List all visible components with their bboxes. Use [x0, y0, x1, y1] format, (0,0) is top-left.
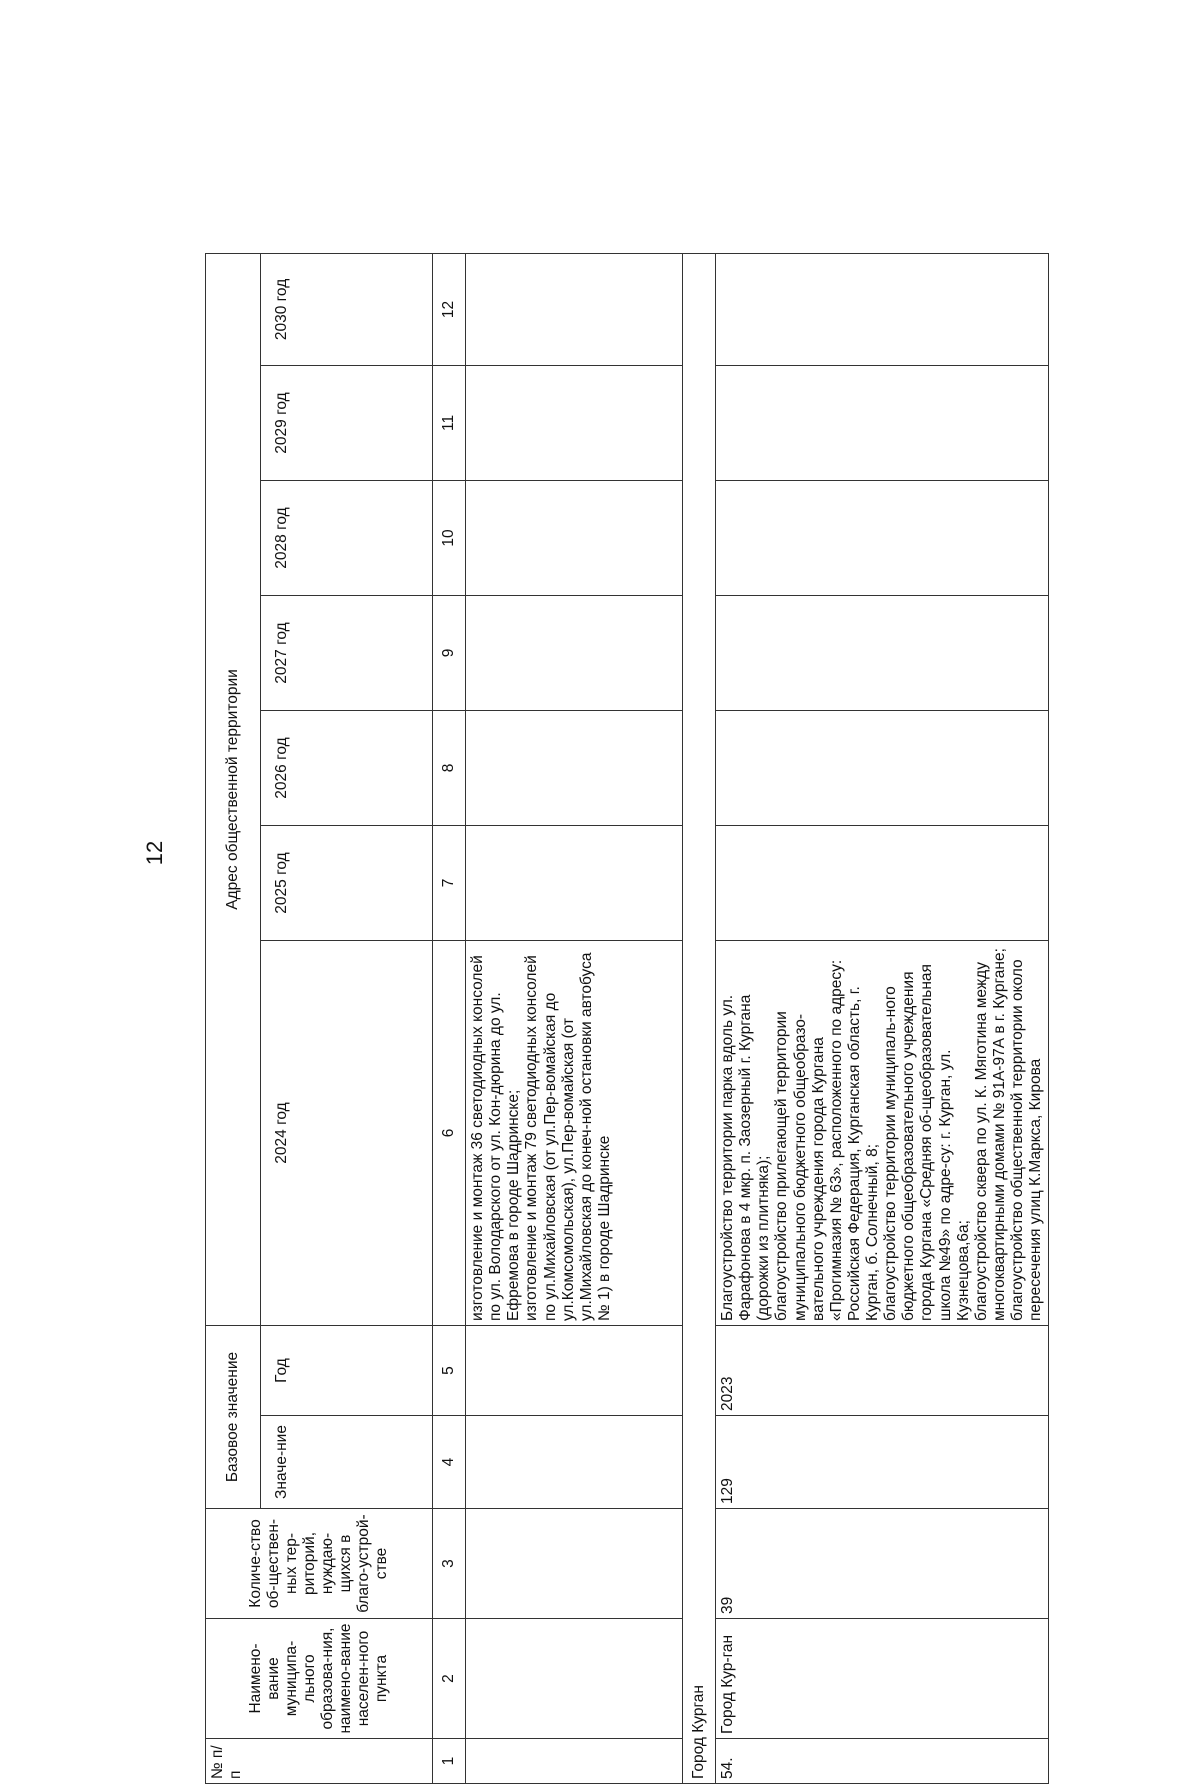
col-number: 1: [433, 1739, 466, 1784]
header-row-1: [206, 253, 261, 1783]
header-year-2026: 2026 год: [261, 710, 433, 825]
header-year-2029: 2029 год: [261, 365, 433, 480]
col-number: 9: [433, 595, 466, 710]
header-year-2024: 2024 год: [261, 940, 433, 1325]
col-number: 3: [433, 1509, 466, 1619]
header-base: Базовое значение: [206, 1325, 261, 1508]
col-number: 11: [433, 365, 466, 480]
cell-2024-row54: Благоустройство территории парка вдоль ул. Фарафонова в 4 мкр. п. Заозерный г. Кургана (дорожки из плитняка); благоустройство прилегающей территории муниципального бюджетного общеобразо-вательного учреждения города Кургана «Прогимназия № 63», расположенного по адресу: Российская Федерация, Курганская область, г. Курган, б. Солнечный, 8; благоустройство территории муниципаль-ного бюджетного общеобразовательного учреждения города Кургана «Средняя об-щеобразовательная школа №49» по адре-су: г. Курган, ул. Кузнецова,6а; благоустройство сквера по ул. К. Мяготина между многоквартирными домами № 91А-97А в г. Кургане; благоустройство общественной территории около пересечения улиц К.Маркса, Кирова: [716, 940, 1049, 1325]
col-number: 8: [433, 710, 466, 825]
cell-num: 54.: [716, 1739, 1049, 1784]
col-number: 6: [433, 940, 466, 1325]
rotated-table-container: [205, 278, 1135, 1784]
col-number: 2: [433, 1619, 466, 1739]
cell-count: 39: [716, 1509, 1049, 1619]
header-base-year: Год: [261, 1325, 433, 1415]
header-year-2028: 2028 год: [261, 480, 433, 595]
header-year-2025: 2025 год: [261, 825, 433, 940]
cell-name: Город Кур-ган: [716, 1619, 1049, 1739]
table-row-previous: [466, 253, 683, 1783]
cell-base-year: 2023: [716, 1325, 1049, 1415]
header-year-2027: 2027 год: [261, 595, 433, 710]
header-num: № п/п: [206, 1739, 433, 1784]
header-count: Количе-ство об-ществен-ных тер-риторий, нуждаю-щихся в благо-устрой-стве: [206, 1509, 433, 1619]
col-number: 10: [433, 480, 466, 595]
column-number-row: [433, 253, 466, 1783]
header-year-2030: 2030 год: [261, 253, 433, 365]
table-row-54: [716, 253, 1049, 1783]
col-number: 4: [433, 1416, 466, 1509]
cell-2024-previous: изготовление и монтаж 36 светодиодных консолей по ул. Володарского от ул. Кон-дюрина до ул. Ефремова в городе Шадринске; изготовление и монтаж 79 светодиодных консолей по ул.Михайловская (от ул.Пер-вомайская до ул.Комсомольская), ул.Пер-вомайская (от ул.Михайловская до конеч-ной остановки автобуса № 1) в городе Шадринске: [466, 940, 683, 1325]
section-row: [683, 253, 716, 1783]
col-number: 7: [433, 825, 466, 940]
header-name: Наимено-вание муниципа-льного образова-ния, наимено-вание населен-ного пункта: [206, 1619, 433, 1739]
col-number: 5: [433, 1325, 466, 1415]
header-base-value: Значе-ние: [261, 1416, 433, 1509]
cell-base-value: 129: [716, 1416, 1049, 1509]
header-address: Адрес общественной территории: [206, 253, 261, 1325]
col-number: 12: [433, 253, 466, 365]
improvement-table: [205, 253, 1049, 1784]
page-number: 12: [142, 840, 168, 866]
section-title: Город Курган: [683, 253, 716, 1783]
